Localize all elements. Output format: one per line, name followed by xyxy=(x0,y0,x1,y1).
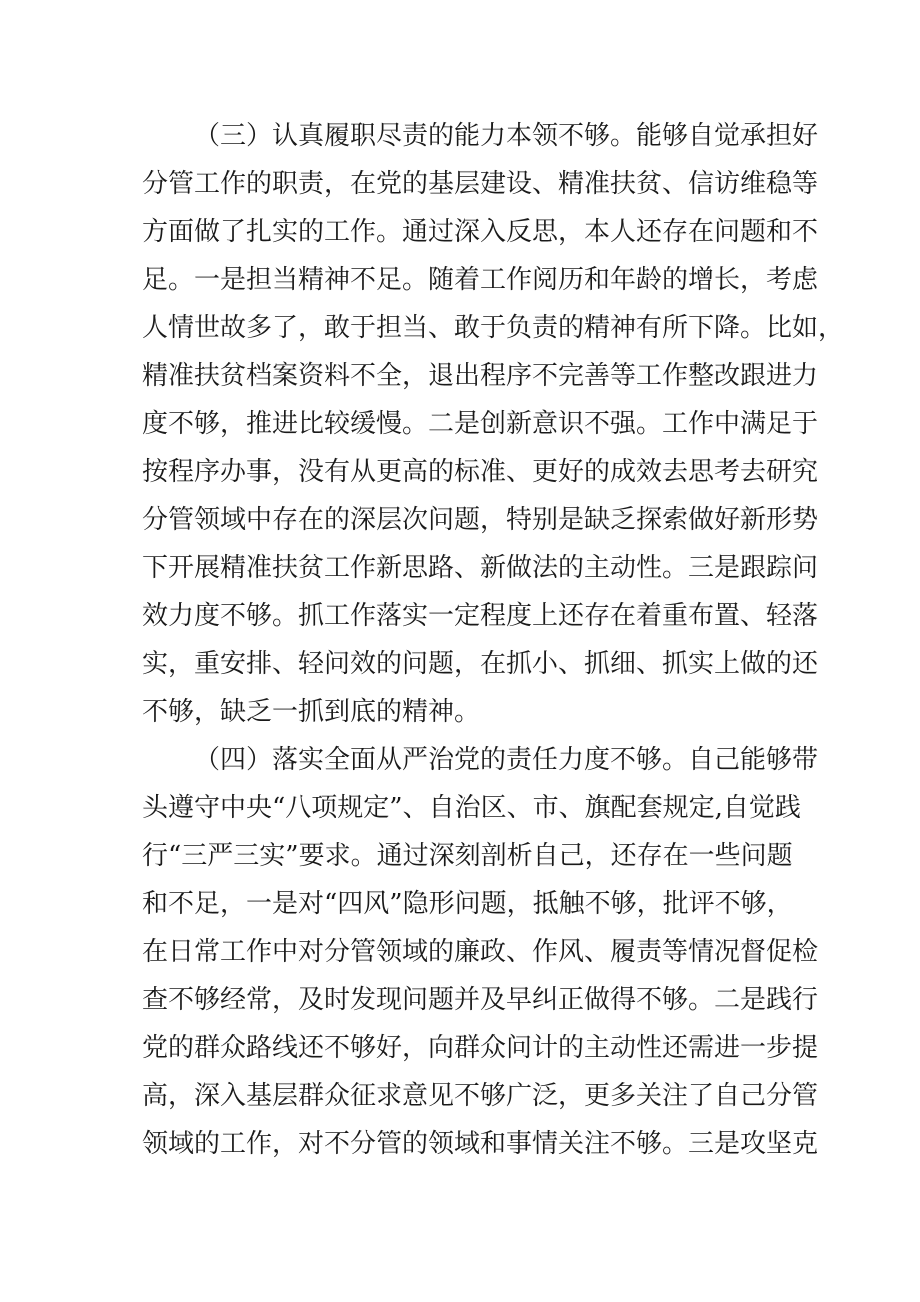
text-line: （三）认真履职尽责的能力本领不够。能够自觉承担好 xyxy=(194,121,819,151)
text-line: 查不够经常，及时发现问题并及早纠正做得不够。二是践行 xyxy=(142,985,819,1015)
text-line: 精准扶贫档案资料不全，退出程序不完善等工作整改跟进力 xyxy=(142,361,819,391)
text-line: 按程序办事，没有从更高的标准、更好的成效去思考去研究 xyxy=(142,457,819,487)
text-line: 领域的工作，对不分管的领域和事情关注不够。三是攻坚克 xyxy=(142,1129,819,1159)
paragraph-section-3 xyxy=(142,112,845,736)
text-line: 分管工作的职责，在党的基层建设、精准扶贫、信访维稳等 xyxy=(142,169,819,199)
text-line: 头遵守中央“八项规定”、自治区、市、旗配套规定,自觉践 xyxy=(142,793,801,823)
text-line: 人情世故多了，敢于担当、敢于负责的精神有所下降。比如， xyxy=(142,313,845,343)
text-line: 实，重安排、轻问效的问题，在抓小、抓细、抓实上做的还 xyxy=(142,649,819,679)
text-line: 在日常工作中对分管领域的廉政、作风、履责等情况督促检 xyxy=(142,937,819,967)
text-line: 党的群众路线还不够好，向群众问计的主动性还需进一步提 xyxy=(142,1033,819,1063)
text-line: 足。一是担当精神不足。随着工作阅历和年龄的增长，考虑 xyxy=(142,265,819,295)
text-line: 行“三严三实”要求。通过深刻剖析自己，还存在一些问题 xyxy=(142,841,793,871)
text-line: 和不足，一是对“四风”隐形问题，抵触不够，批评不够， xyxy=(142,889,793,919)
paragraph-section-4 xyxy=(142,736,819,1168)
text-line: （四）落实全面从严治党的责任力度不够。自己能够带 xyxy=(194,745,819,775)
text-line: 方面做了扎实的工作。通过深入反思，本人还存在问题和不 xyxy=(142,217,819,247)
text-line: 下开展精准扶贫工作新思路、新做法的主动性。三是跟踪问 xyxy=(142,553,819,583)
text-line: 度不够，推进比较缓慢。二是创新意识不强。工作中满足于 xyxy=(142,409,819,439)
text-line: 分管领域中存在的深层次问题，特别是缺乏探索做好新形势 xyxy=(142,505,819,535)
text-line: 高，深入基层群众征求意见不够广泛，更多关注了自己分管 xyxy=(142,1081,819,1111)
text-line: 不够，缺乏一抓到底的精神。 xyxy=(142,697,481,727)
text-line: 效力度不够。抓工作落实一定程度上还存在着重布置、轻落 xyxy=(142,601,819,631)
